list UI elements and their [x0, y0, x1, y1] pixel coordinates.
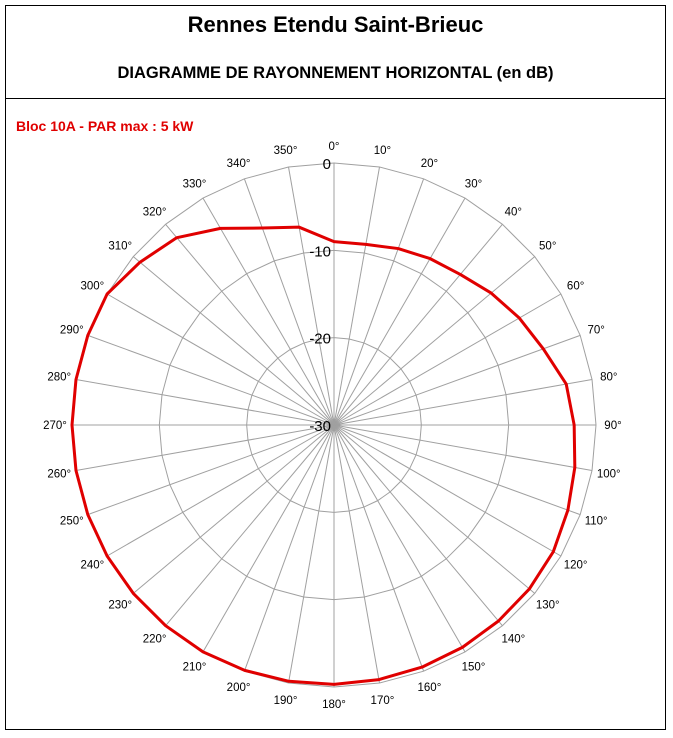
- angle-tick-label: 210°: [182, 661, 207, 674]
- grid-spoke: [166, 425, 334, 626]
- angle-tick-label: 350°: [273, 145, 298, 158]
- angle-tick-label: 40°: [504, 206, 523, 219]
- angle-tick-label: 260°: [47, 468, 72, 481]
- angle-tick-label: 110°: [584, 515, 608, 528]
- angle-tick-label: 300°: [80, 280, 105, 293]
- radial-tick-label: -20: [309, 330, 331, 348]
- radial-tick-label: -30: [309, 418, 331, 435]
- grid-spoke: [133, 257, 334, 425]
- angle-tick-label: 310°: [108, 240, 133, 253]
- angle-tick-label: 120°: [563, 559, 588, 572]
- angle-tick-label: 270°: [43, 420, 67, 432]
- angle-tick-label: 280°: [47, 371, 72, 384]
- page-title: Rennes Etendu Saint-Brieuc: [187, 12, 484, 37]
- series-label: Bloc 10A - PAR max : 5 kW: [16, 118, 194, 134]
- radial-tick-label: 0: [322, 156, 331, 173]
- angle-tick-label: 90°: [604, 420, 622, 432]
- grid-spoke: [334, 425, 535, 593]
- grid-spoke: [133, 425, 334, 593]
- grid-spoke: [88, 335, 334, 425]
- angle-tick-label: 10°: [373, 145, 392, 158]
- angle-tick-label: 170°: [370, 694, 395, 707]
- angle-tick-label: 340°: [226, 157, 251, 170]
- angle-tick-label: 190°: [273, 694, 298, 707]
- chart-subtitle: DIAGRAMME DE RAYONNEMENT HORIZONTAL (en dB): [117, 64, 554, 82]
- angle-tick-label: 160°: [417, 682, 442, 695]
- angle-tick-label: 180°: [322, 699, 346, 711]
- angle-tick-label: 320°: [142, 206, 167, 219]
- angle-tick-label: 290°: [59, 324, 84, 337]
- grid-spoke: [88, 425, 334, 515]
- grid-spoke: [334, 425, 424, 671]
- angle-tick-label: 100°: [596, 468, 621, 481]
- angle-tick-label: 220°: [142, 633, 167, 646]
- angle-tick-label: 70°: [587, 324, 605, 337]
- angle-tick-label: 240°: [80, 559, 105, 572]
- angle-tick-label: 60°: [566, 280, 585, 293]
- grid-spoke: [334, 425, 502, 626]
- angle-tick-label: 50°: [539, 240, 557, 253]
- angle-tick-label: 200°: [226, 682, 251, 695]
- angle-tick-label: 0°: [328, 141, 340, 153]
- angle-tick-label: 30°: [464, 178, 483, 191]
- angle-tick-label: 20°: [420, 157, 439, 170]
- angle-tick-label: 230°: [108, 599, 133, 612]
- angle-tick-label: 80°: [600, 371, 618, 384]
- angle-tick-label: 150°: [461, 661, 486, 674]
- angle-tick-label: 140°: [501, 633, 526, 646]
- radial-tick-label: -10: [309, 243, 331, 261]
- grid-spoke: [334, 425, 580, 515]
- grid-spoke: [334, 179, 424, 425]
- grid-spoke: [244, 425, 334, 671]
- grid-spoke: [334, 257, 535, 425]
- series-line: [72, 227, 575, 684]
- grid-spoke: [244, 179, 334, 425]
- angle-tick-label: 250°: [59, 515, 84, 528]
- angle-tick-label: 330°: [182, 178, 207, 191]
- angle-tick-label: 130°: [535, 599, 560, 612]
